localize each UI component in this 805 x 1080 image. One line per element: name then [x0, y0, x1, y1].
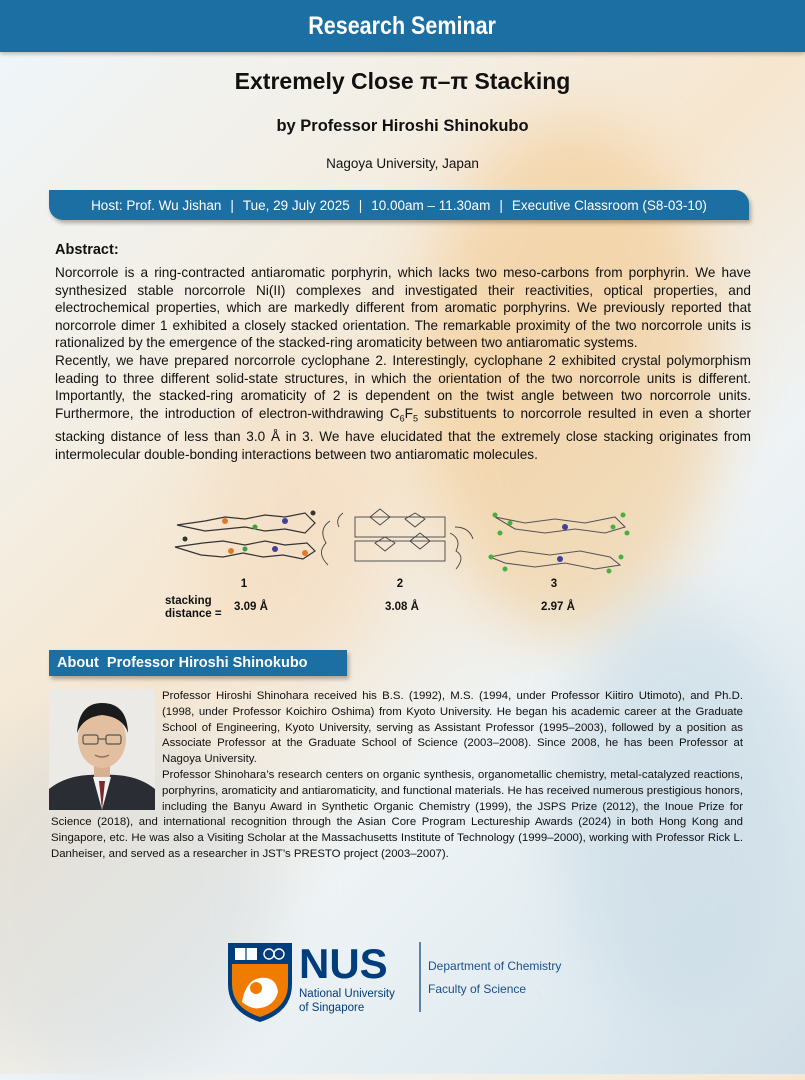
abstract-paragraph-2 — [55, 352, 751, 463]
date-text: Tue, 29 July 2025 — [242, 197, 350, 213]
seminar-title: Extremely Close π–π Stacking — [234, 68, 571, 94]
nus-name-line1: National University — [299, 988, 395, 1000]
department-name: Department of Chemistry — [428, 959, 562, 973]
separator: | — [230, 197, 234, 213]
abstract-text: substituents to norcorrole resulted in even a shorter stacking distance of less than 3.0 Å in 3. We have elucidated that the extremely close stacking originates from intermolecular double-bonding interactions between two antiaromatic molecules. — [55, 405, 751, 462]
time-text: 10.00am – 11.30am — [371, 197, 491, 213]
subscript: 5 — [412, 413, 418, 424]
subscript: 6 — [399, 413, 405, 424]
bio-paragraph-2: Professor Shinohara’s research centers on organic synthesis, organometallic chemistry, metal-catalyzed reactions, porphyrins, aromaticity and antiaromaticity, and functional materials. He has received numerous prestigious honors, including the Banyu Award in Synthetic Organic Chemistry (1999), the JSPS Prize (2012), the Inoue Prize for Science (2018), and international recognition through the Asian Core Program Lectureship Awards (2024) in both Hong Kong and Singapore, etc. He was also a Visiting Scholar at the Massachusetts Institute of Technology (1999–2000), working with Professor Rick L. Danheiser, and served as a researcher in JST’s PRESTO project (2003–2007). — [51, 768, 743, 860]
stacking-structures-figure — [165, 503, 635, 625]
speaker-affiliation: Nagoya University, Japan — [326, 156, 479, 171]
speaker-biography — [51, 689, 743, 863]
compound-2-label: 2 — [396, 578, 404, 590]
compound-1-label: 1 — [240, 578, 248, 590]
about-speaker-heading — [49, 650, 347, 676]
host-info-bar — [49, 190, 749, 220]
molecule-2-structure — [321, 509, 473, 569]
header-label: Research Seminar — [308, 11, 497, 40]
host-text: Host: Prof. Wu Jishan — [91, 197, 222, 213]
molecule-3-structure — [489, 513, 630, 574]
bio-paragraph-1: Professor Hiroshi Shinohara received his B.S. (1992), M.S. (1994, under Professor Kiitiro Utimoto), and Ph.D. (1998, under Professor Koichiro Oshima) from Kyoto University. He began his academic career at the Graduate School of Engineering, Kyoto University, serving as Assistant Professor (1995–2003), followed by a position as Associate Professor at the Graduate School of Science (2003–2008). Since 2008, he has been Professor at Nagoya University. — [162, 690, 743, 766]
abstract-heading: Abstract: — [55, 242, 119, 258]
speaker-name: by Professor Hiroshi Shinokubo — [276, 117, 529, 135]
stacking-label: stacking — [165, 595, 212, 607]
about-heading-text: About Professor Hiroshi Shinokubo — [57, 655, 308, 671]
molecule-1-structure — [175, 511, 316, 560]
header-banner — [0, 0, 805, 52]
faculty-name: Faculty of Science — [428, 982, 527, 996]
abstract-paragraph-1: Norcorrole is a ring-contracted antiaromatic porphyrin, which lacks two meso-carbons from porphyrin. We have synthesized stable norcorrole Ni(II) complexes and investigated their reactivities, optical properties, and electrochemical properties, which are markedly different from aromatic porphyrins. We previously reported that norcorrole dimer 1 exhibited a closely stacked orientation. The remarkable proximity of the two norcorrole units is rationalized by the emergence of the stacked-ring aromaticity between two antiaromatic systems. — [55, 265, 751, 351]
nus-crest-icon — [228, 943, 292, 1022]
separator: | — [499, 197, 503, 213]
abstract-text: F — [404, 405, 413, 421]
abstract-text: Recently, we have prepared norcorrole cyclophane 2. Interestingly, cyclophane 2 exhibited crystal polymorphism leading to three different solid-state structures, in which the orientation of the two norcorrole units is different. Importantly, the stacked-ring aromaticity of 2 is dependent on the twist angle between two norcorrole units. Furthermore, the introduction of electron-withdrawing C — [55, 352, 751, 421]
compound-3-distance: 2.97 Å — [541, 601, 575, 613]
compound-1-distance: 3.09 Å — [234, 601, 268, 613]
abstract-body — [55, 264, 751, 463]
venue-text: Executive Classroom (S8-03-10) — [511, 197, 707, 213]
nus-name-line2: of Singapore — [299, 1002, 365, 1014]
compound-3-label: 3 — [550, 578, 558, 590]
nus-acronym: NUS — [299, 940, 388, 987]
distance-label: distance = — [165, 608, 222, 620]
compound-2-distance: 3.08 Å — [385, 601, 419, 613]
nus-logo — [226, 940, 576, 1026]
separator: | — [358, 197, 363, 213]
